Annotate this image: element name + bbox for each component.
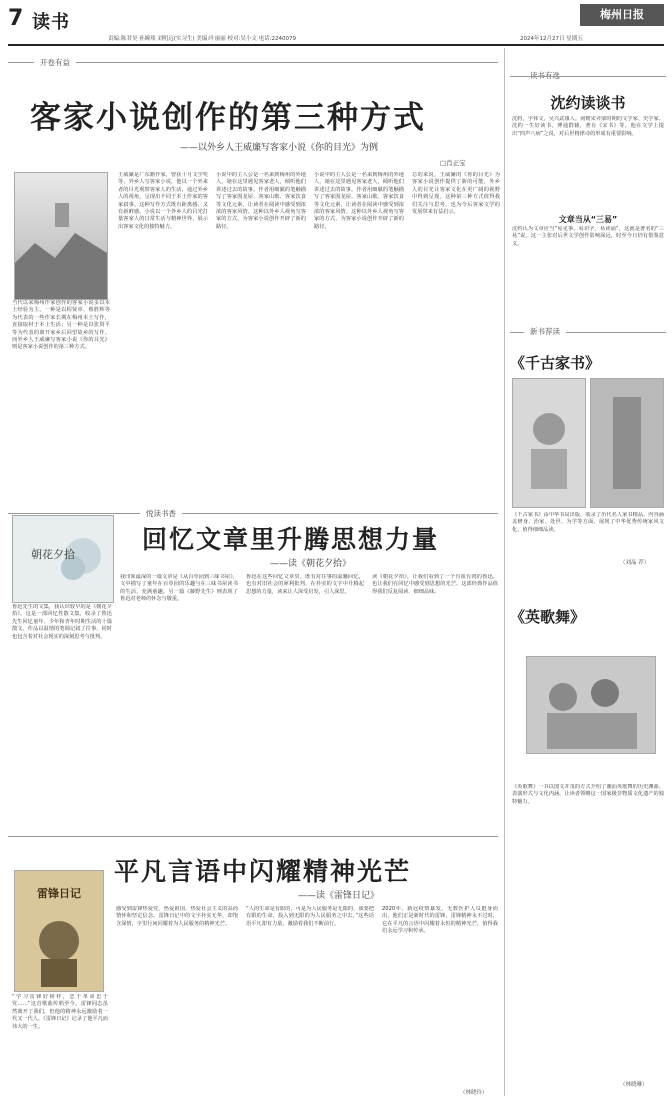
tag-line-2 (8, 513, 498, 514)
sidebar-title-1: 沈约读谈书 (550, 94, 626, 112)
sidebar-tag-2: 新书荐读 (524, 326, 566, 337)
sidebar-book1-credit: （刘晶 荐） (620, 560, 650, 566)
article3-col4: 2020年，新冠疫情暴发，无数医护人员挺身而出，他们正是新时代的雷锋。雷锋精神永不过时，它在平凡的言语中闪耀着永恒的精神光芒，值得我们永远学习和传承。 (382, 906, 498, 935)
sidebar-text-1: 沈约，字休文，吴兴武康人。南朝宋齐梁时期的文学家、史学家。沈约一生好读书，博通群籍，著有《宋书》等。他在文学上提出“四声八病”之说，对后世格律诗的形成有重要影响。 (512, 116, 664, 137)
figures-illustration (513, 379, 585, 507)
article2-tag: 悦读书香 (140, 508, 182, 519)
issue-date: 2024年12月27日 星期五 (520, 36, 583, 42)
landscape-illustration (15, 173, 107, 299)
article1-col1: 当代以来梅州作家创作的客家小说多以本土经验为主，一种是以程贤章、蔡胜辉等为代表的一些作家长期在梅州本土写作，直接取材于本土生活；另一种是以张资平等为代表的离开家乡后回望故乡的写作。而外乡人王威廉写客家小说《你的目光》则是客家小说创作的第三种方式。 (12, 300, 110, 351)
article3-author: （林晓玲） (460, 1090, 488, 1096)
article3-title: 平凡言语中闪耀精神光芒 (114, 857, 412, 886)
article1-subtitle: ——以外乡人王威廉写客家小说《你的目光》为例 (180, 143, 379, 153)
editor-info: 责编:陈君昊 孙婉琰 刘明远(实习生) 美编:叶丽丽 校对:吴小文 电话:2240079 (108, 36, 296, 42)
tag-line-1 (8, 62, 498, 63)
article3-subtitle: ——读《雷锋日记》 (298, 891, 380, 901)
dancers-illustration (527, 657, 655, 753)
article1-col4-left: 小说中的主人公是一名来到梅州的外地人，她在这里遇见客家老人，倾听他们讲述过去的故事。作者用细腻的笔触描写了客家围龙屋、客家山歌、客家饮食等文化元素，让读者在阅读中感受到浓浓的客家风情。这种以外乡人视角写客家的方式，为客家小说创作开辟了新的路径。 (314, 172, 404, 230)
article1-col3: 小说中的主人公是一名来到梅州的外地人，她在这里遇见客家老人，倾听他们讲述过去的故事。作者用细腻的笔触描写了客家围龙屋、客家山歌、客家饮食等文化元素，让读者在阅读中感受到浓浓的客家风情。这种以外乡人视角写客家的方式，为客家小说创作开辟了新的路径。 (216, 172, 306, 230)
sidebar-divider (504, 48, 505, 1096)
section-title: 读书 (32, 12, 70, 33)
sidebar-book2-desc: 《英歌舞》一书以图文并茂的方式介绍了潮汕英歌舞的历史渊源、表演形式与文化内涵，让读者领略这一国家级非物质文化遗产的独特魅力。 (512, 784, 664, 805)
article2-col4: 读《朝花夕拾》，让我们看到了一个有血有肉的鲁迅，也让我们在回忆中感受到思想的光芒。这部经典作品值得我们反复阅读、细细品味。 (372, 574, 498, 595)
divider-3 (8, 836, 498, 837)
article3-col2: 感受到雷锋热爱党、热爱祖国、热爱社会主义的高尚情怀和坚定信念。雷锋日记中的文字朴实无华，却饱含深情，字里行间闪耀着为人民服务的精神光芒。 (116, 906, 238, 927)
sidebar-book2-title: 《英歌舞》 (510, 608, 586, 626)
article2-col2: 我印象最深的一篇文章是《从百草园到三味书屋》，文中描写了童年在百草园的乐趣与在三味书屋读书的生活，充满童趣。另一篇《藤野先生》则表现了鲁迅对老师的怀念与敬重。 (120, 574, 238, 603)
article3-col1: “学习雷锋好榜样，忠于革命忠于党……”这首歌曲传唱至今。雷锋同志虽然离开了我们，但他的精神永远激励着一代又一代人。《雷锋日记》记录了他平凡而伟大的一生。 (12, 994, 108, 1030)
book-cover-title: 朝花夕拾 (31, 548, 75, 561)
sidebar-book2-credit: （林晓琳） (620, 1082, 648, 1088)
article1-col2: 王威廉是广东籍作家，曾获十月文学奖等，外乡人写客家小说，他以一个外来者的目光观察客家人的生活，通过外乡人的视角，呈现出不同于本土作家的客家叙事。这种写作方式既有距离感，又有新鲜感。小说以一个外乡人的目光打量客家人的日常生活与精神世界，展示出客家文化的独特魅力。 (118, 172, 208, 230)
article2-col1: 鲁迅先生的文集，我认识较早的是《朝花夕拾》。这是一部回忆性散文集，收录了鲁迅先生回忆童年、少年和青年时期生活的十篇散文。作品以温情的笔调记叙了往事，同时也包含着对社会现实的深刻思考与批判。 (12, 604, 112, 640)
article1-col4: 总的来说，王威廉的《你的目光》为客家小说创作提供了新的可能，外乡人的目光让客家文化在更广阔的视野中得到呈现。这种第三种方式值得我们关注与思考，也为今后客家文学的发展带来有益启示。 (412, 172, 500, 216)
sidebar-text-2: 沈约认为文章应当“易见事、易识字、易读诵”，这就是著名的“三易”说。这一主张对后世文学创作影响深远，时至今日仍有借鉴意义。 (512, 226, 664, 247)
article1-author: □肖正宝 (440, 159, 466, 167)
sidebar-book1-title: 《千古家书》 (510, 354, 601, 372)
sidebar-tag-line-1 (510, 76, 666, 77)
book-cover-image (14, 172, 108, 300)
book-cover-title-2: 雷锋日记 (37, 887, 81, 900)
book-cover-leifeng (14, 870, 104, 992)
paper-logo: 梅州日报 (580, 4, 664, 26)
book-cover-jiashu (590, 378, 664, 508)
header-rule (8, 44, 664, 46)
sidebar-book1-desc: 《千古家书》由中华书局出版，收录了历代名人家书精品，内容涵盖修身、治家、处世、为学等方面，展现了中华优秀传统家风文化，值得细细品读。 (512, 512, 664, 533)
article2-col3: 鲁迅在这些回忆文章里，既有对往事的温馨回忆，也有对旧社会的犀利批判，在朴实的文字中升腾起思想的力量，读来让人深受启发，引人深思。 (246, 574, 364, 595)
article3-col3: “人的生命是有限的，可是为人民服务是无限的，我要把有限的生命，投入到无限的为人民服务之中去。”这些话语平凡却有力量，激励着我们不断前行。 (246, 906, 374, 927)
article2-title: 回忆文章里升腾思想力量 (142, 525, 440, 554)
book-cover-illustration (512, 378, 586, 508)
page-number: 7 (8, 6, 24, 31)
calligraphy-illustration (591, 379, 663, 507)
book-cover-chaohua (12, 515, 114, 603)
book-cover-yingge (526, 656, 656, 754)
article1-title: 客家小说创作的第三种方式 (30, 100, 426, 136)
article2-subtitle: ——读《朝花夕拾》 (270, 559, 352, 569)
article1-tag: 开卷有益 (34, 57, 76, 68)
sidebar-subhead-1: 文章当从“三易” (558, 215, 618, 224)
